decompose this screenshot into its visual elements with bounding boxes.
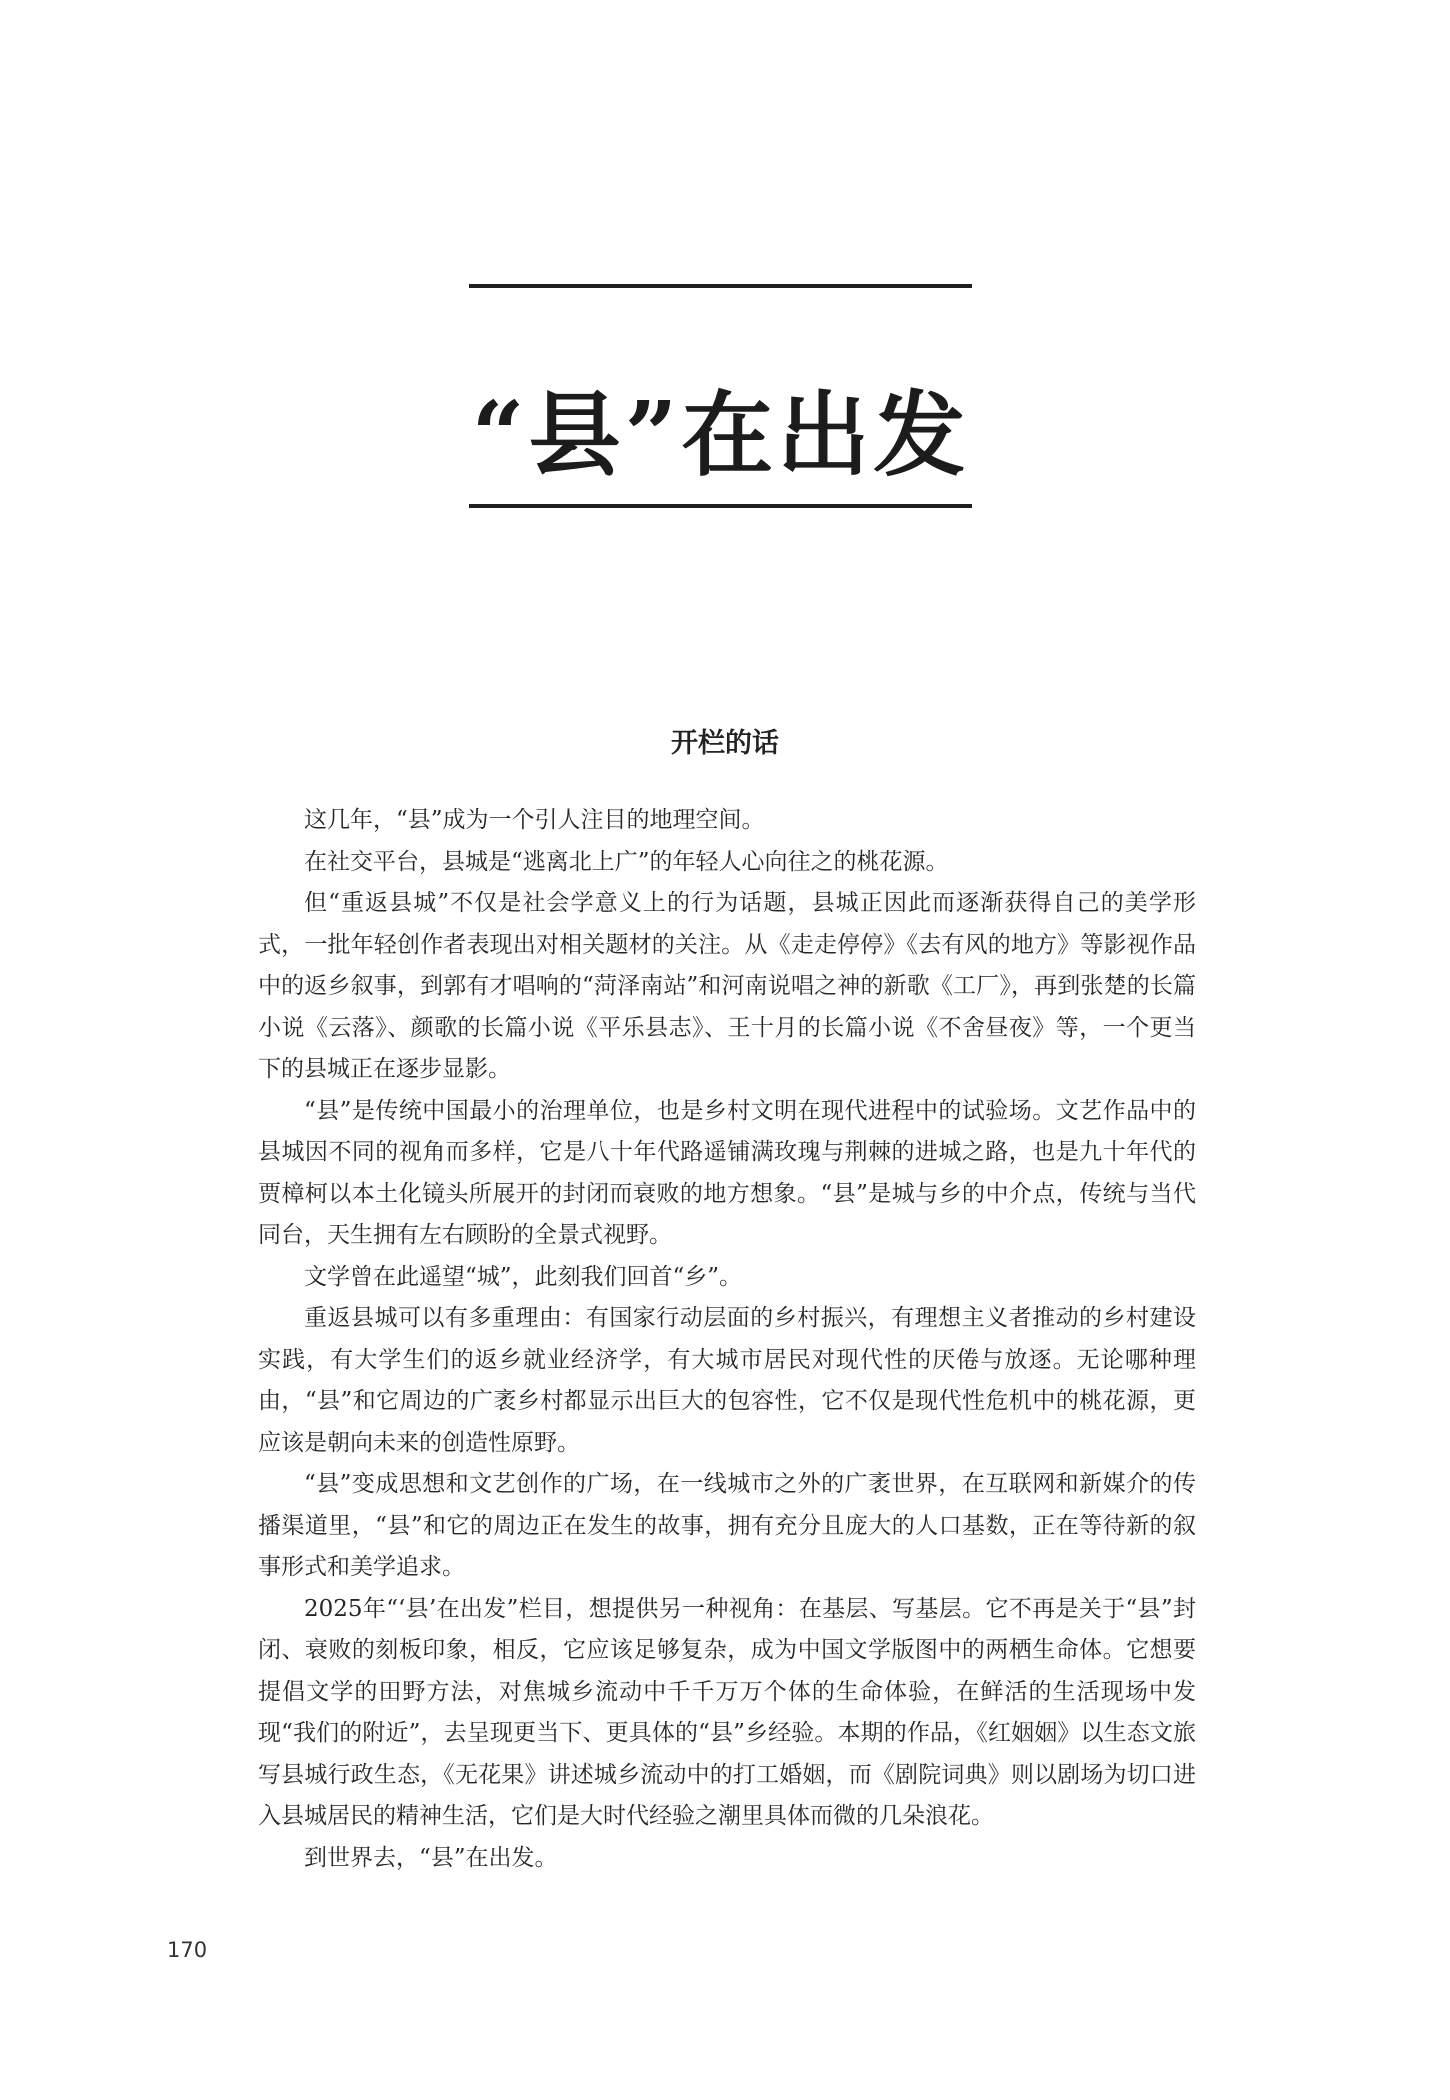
- paragraph: “县”是传统中国最小的治理单位，也是乡村文明在现代进程中的试验场。文艺作品中的县城因不同的视角而多样，它是八十年代路遥铺满玫瑰与荆棘的进城之路，也是九十年代的贾樟柯以本土化镜头所展开的封闭而衰败的地方想象。“县”是城与乡的中介点，传统与当代同台，天生拥有左右顾盼的全景式视野。: [258, 1097, 1196, 1248]
- paragraph: 2025年“‘县’在出发”栏目，想提供另一种视角：在基层、写基层。它不再是关于“县”封闭、衰败的刻板印象，相反，它应该足够复杂，成为中国文学版图中的两栖生命体。它想要提倡文学的田野方法，对焦城乡流动中千千万万个体的生命体验，在鲜活的生活现场中发现“我们的附近”，去呈现更当下、更具体的“县”乡经验。本期的作品，《红姻姻》以生态文旅写县城行政生态，《无花果》讲述城乡流动中的打工婚姻，而《剧院词典》则以剧场为切口进入县城居民的精神生活，它们是大时代经验之潮里具体而微的几朵浪花。: [258, 1595, 1196, 1829]
- title-rule-bottom: [469, 504, 972, 508]
- chapter-title: “县”在出发: [471, 381, 970, 489]
- paragraph: 这几年，“县”成为一个引人注目的地理空间。: [304, 807, 765, 833]
- paragraph: 文学曾在此遥望“城”，此刻我们回首“乡”。: [304, 1263, 743, 1290]
- paragraph: “县”变成思想和文艺创作的广场，在一线城市之外的广袤世界，在互联网和新媒介的传播渠道里，“县”和它的周边正在发生的故事，拥有充分且庞大的人口基数，正在等待新的叙事形式和美学追求。: [258, 1471, 1196, 1580]
- page-number: 170: [167, 1938, 208, 1962]
- paragraph: 重返县城可以有多重理由：有国家行动层面的乡村振兴，有理想主义者推动的乡村建设实践，有大学生们的返乡就业经济学，有大城市居民对现代性的厌倦与放逐。无论哪种理由，“县”和它周边的广袤乡村都显示出巨大的包容性，它不仅是现代性危机中的桃花源，更应该是朝向未来的创造性原野。: [258, 1305, 1196, 1456]
- section-heading: 开栏的话: [671, 728, 779, 759]
- body-text: [258, 800, 1196, 1879]
- paragraph: 到世界去，“县”在出发。: [304, 1844, 558, 1871]
- paragraph: 在社交平台，县城是“逃离北上广”的年轻人心向往之的桃花源。: [304, 848, 949, 875]
- title-rule-top: [469, 284, 972, 288]
- paragraph: 但“重返县城”不仅是社会学意义上的行为话题，县城正因此而逐渐获得自己的美学形式，一批年轻创作者表现出对相关题材的关注。从《走走停停》《去有风的地方》等影视作品中的返乡叙事，到郭有才唱响的“菏泽南站”和河南说唱之神的新歌《工厂》，再到张楚的长篇小说《云落》、颜歌的长篇小说《平乐县志》、王十月的长篇小说《不舍昼夜》等，一个更当下的县城正在逐步显影。: [258, 890, 1196, 1082]
